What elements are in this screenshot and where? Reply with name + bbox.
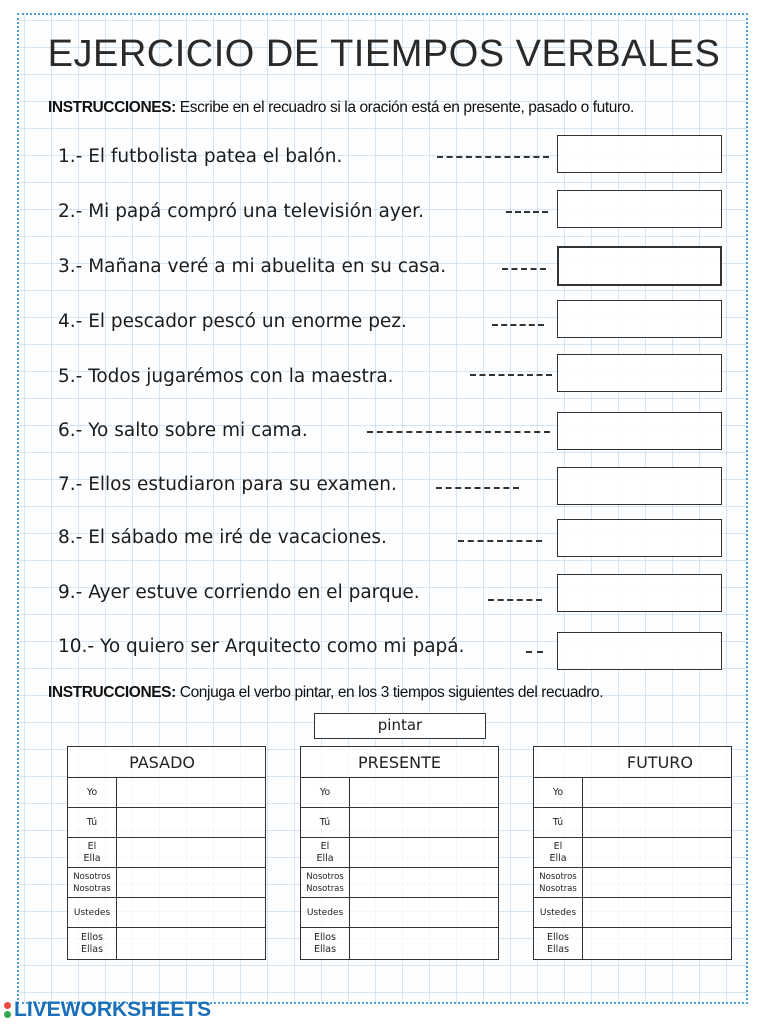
sentence-3: 3.- Mañana veré a mi abuelita en su casa.: [58, 256, 447, 277]
sentence-7: 7.- Ellos estudiaron para su examen.: [58, 474, 397, 495]
page-title: EJERCICIO DE TIEMPOS VERBALES: [47, 33, 721, 75]
dotted-leader: [492, 324, 544, 326]
watermark-text: LIVEWORKSHEETS: [14, 998, 212, 1021]
sentence-10: 10.- Yo quiero ser Arquitecto como mi papá.: [58, 636, 465, 657]
pronoun-nosotros: Nosotros Nosotras: [68, 868, 117, 898]
sentence-9: 9.- Ayer estuve corriendo en el parque.: [58, 582, 420, 603]
answer-box-3[interactable]: [557, 246, 722, 286]
pronoun-tu: Tú: [534, 808, 583, 838]
answer-box-8[interactable]: [557, 519, 722, 557]
pronoun-nosotros: Nosotros Nosotras: [301, 868, 350, 898]
answer-cell[interactable]: [583, 928, 732, 960]
answer-box-1[interactable]: [557, 135, 722, 173]
answer-cell[interactable]: [583, 868, 732, 898]
dotted-leader: [458, 540, 542, 542]
pronoun-yo: Yo: [534, 778, 583, 808]
answer-box-7[interactable]: [557, 467, 722, 505]
dotted-leader: [488, 599, 542, 601]
answer-cell[interactable]: [350, 868, 499, 898]
instructions-2: [48, 684, 603, 702]
answer-box-9[interactable]: [557, 574, 722, 612]
answer-cell[interactable]: [117, 808, 266, 838]
pronoun-ustedes: Ustedes: [68, 898, 117, 928]
answer-cell[interactable]: [350, 778, 499, 808]
answer-box-10[interactable]: [557, 632, 722, 670]
instructions-1-label: INSTRUCCIONES:: [48, 99, 176, 116]
answer-cell[interactable]: [583, 778, 732, 808]
answer-cell[interactable]: [117, 868, 266, 898]
table-pasado: [67, 746, 266, 960]
answer-cell[interactable]: [350, 838, 499, 868]
dotted-leader: [367, 431, 550, 433]
dotted-leader: [470, 374, 552, 376]
dotted-leader: [502, 268, 546, 270]
answer-cell[interactable]: [117, 898, 266, 928]
dotted-leader: [437, 156, 549, 158]
pronoun-el-ella: El Ella: [301, 838, 350, 868]
table-header-futuro: FUTURO: [534, 747, 732, 778]
pronoun-tu: Tú: [301, 808, 350, 838]
pronoun-ustedes: Ustedes: [534, 898, 583, 928]
liveworksheets-logo-icon: [4, 1002, 11, 1018]
pronoun-ellos: Ellos Ellas: [534, 928, 583, 960]
answer-cell[interactable]: [117, 928, 266, 960]
answer-box-5[interactable]: [557, 354, 722, 392]
dotted-leader: [506, 211, 548, 213]
sentence-5: 5.- Todos jugarémos con la maestra.: [58, 366, 394, 387]
pronoun-ustedes: Ustedes: [301, 898, 350, 928]
sentence-1: 1.- El futbolista patea el balón.: [58, 146, 343, 167]
pronoun-yo: Yo: [68, 778, 117, 808]
table-futuro: [533, 746, 732, 960]
sentence-8: 8.- El sábado me iré de vacaciones.: [58, 527, 387, 548]
pronoun-nosotros: Nosotros Nosotras: [534, 868, 583, 898]
verb-box: pintar: [314, 713, 486, 739]
instructions-2-text: Conjuga el verbo pintar, en los 3 tiempos siguientes del recuadro.: [175, 684, 604, 701]
dotted-leader: [526, 651, 543, 653]
pronoun-el-ella: El Ella: [534, 838, 583, 868]
sentence-6: 6.- Yo salto sobre mi cama.: [58, 420, 308, 441]
answer-cell[interactable]: [350, 808, 499, 838]
pronoun-ellos: Ellos Ellas: [301, 928, 350, 960]
instructions-1: [48, 99, 634, 117]
answer-cell[interactable]: [117, 778, 266, 808]
instructions-1-text: Escribe en el recuadro si la oración está en presente, pasado o futuro.: [175, 99, 634, 116]
table-header-pasado: PASADO: [68, 747, 266, 778]
liveworksheets-watermark: [4, 997, 211, 1023]
pronoun-yo: Yo: [301, 778, 350, 808]
answer-box-4[interactable]: [557, 300, 722, 338]
sentence-2: 2.- Mi papá compró una televisión ayer.: [58, 201, 424, 222]
answer-cell[interactable]: [350, 928, 499, 960]
instructions-2-label: INSTRUCCIONES:: [48, 684, 176, 701]
answer-cell[interactable]: [583, 808, 732, 838]
answer-box-6[interactable]: [557, 412, 722, 450]
table-header-presente: PRESENTE: [301, 747, 499, 778]
answer-cell[interactable]: [583, 838, 732, 868]
answer-cell[interactable]: [117, 838, 266, 868]
answer-box-2[interactable]: [557, 190, 722, 228]
answer-cell[interactable]: [583, 898, 732, 928]
pronoun-tu: Tú: [68, 808, 117, 838]
sentence-4: 4.- El pescador pescó un enorme pez.: [58, 311, 407, 332]
answer-cell[interactable]: [350, 898, 499, 928]
pronoun-ellos: Ellos Ellas: [68, 928, 117, 960]
table-presente: [300, 746, 499, 960]
dotted-leader: [436, 487, 519, 489]
pronoun-el-ella: El Ella: [68, 838, 117, 868]
